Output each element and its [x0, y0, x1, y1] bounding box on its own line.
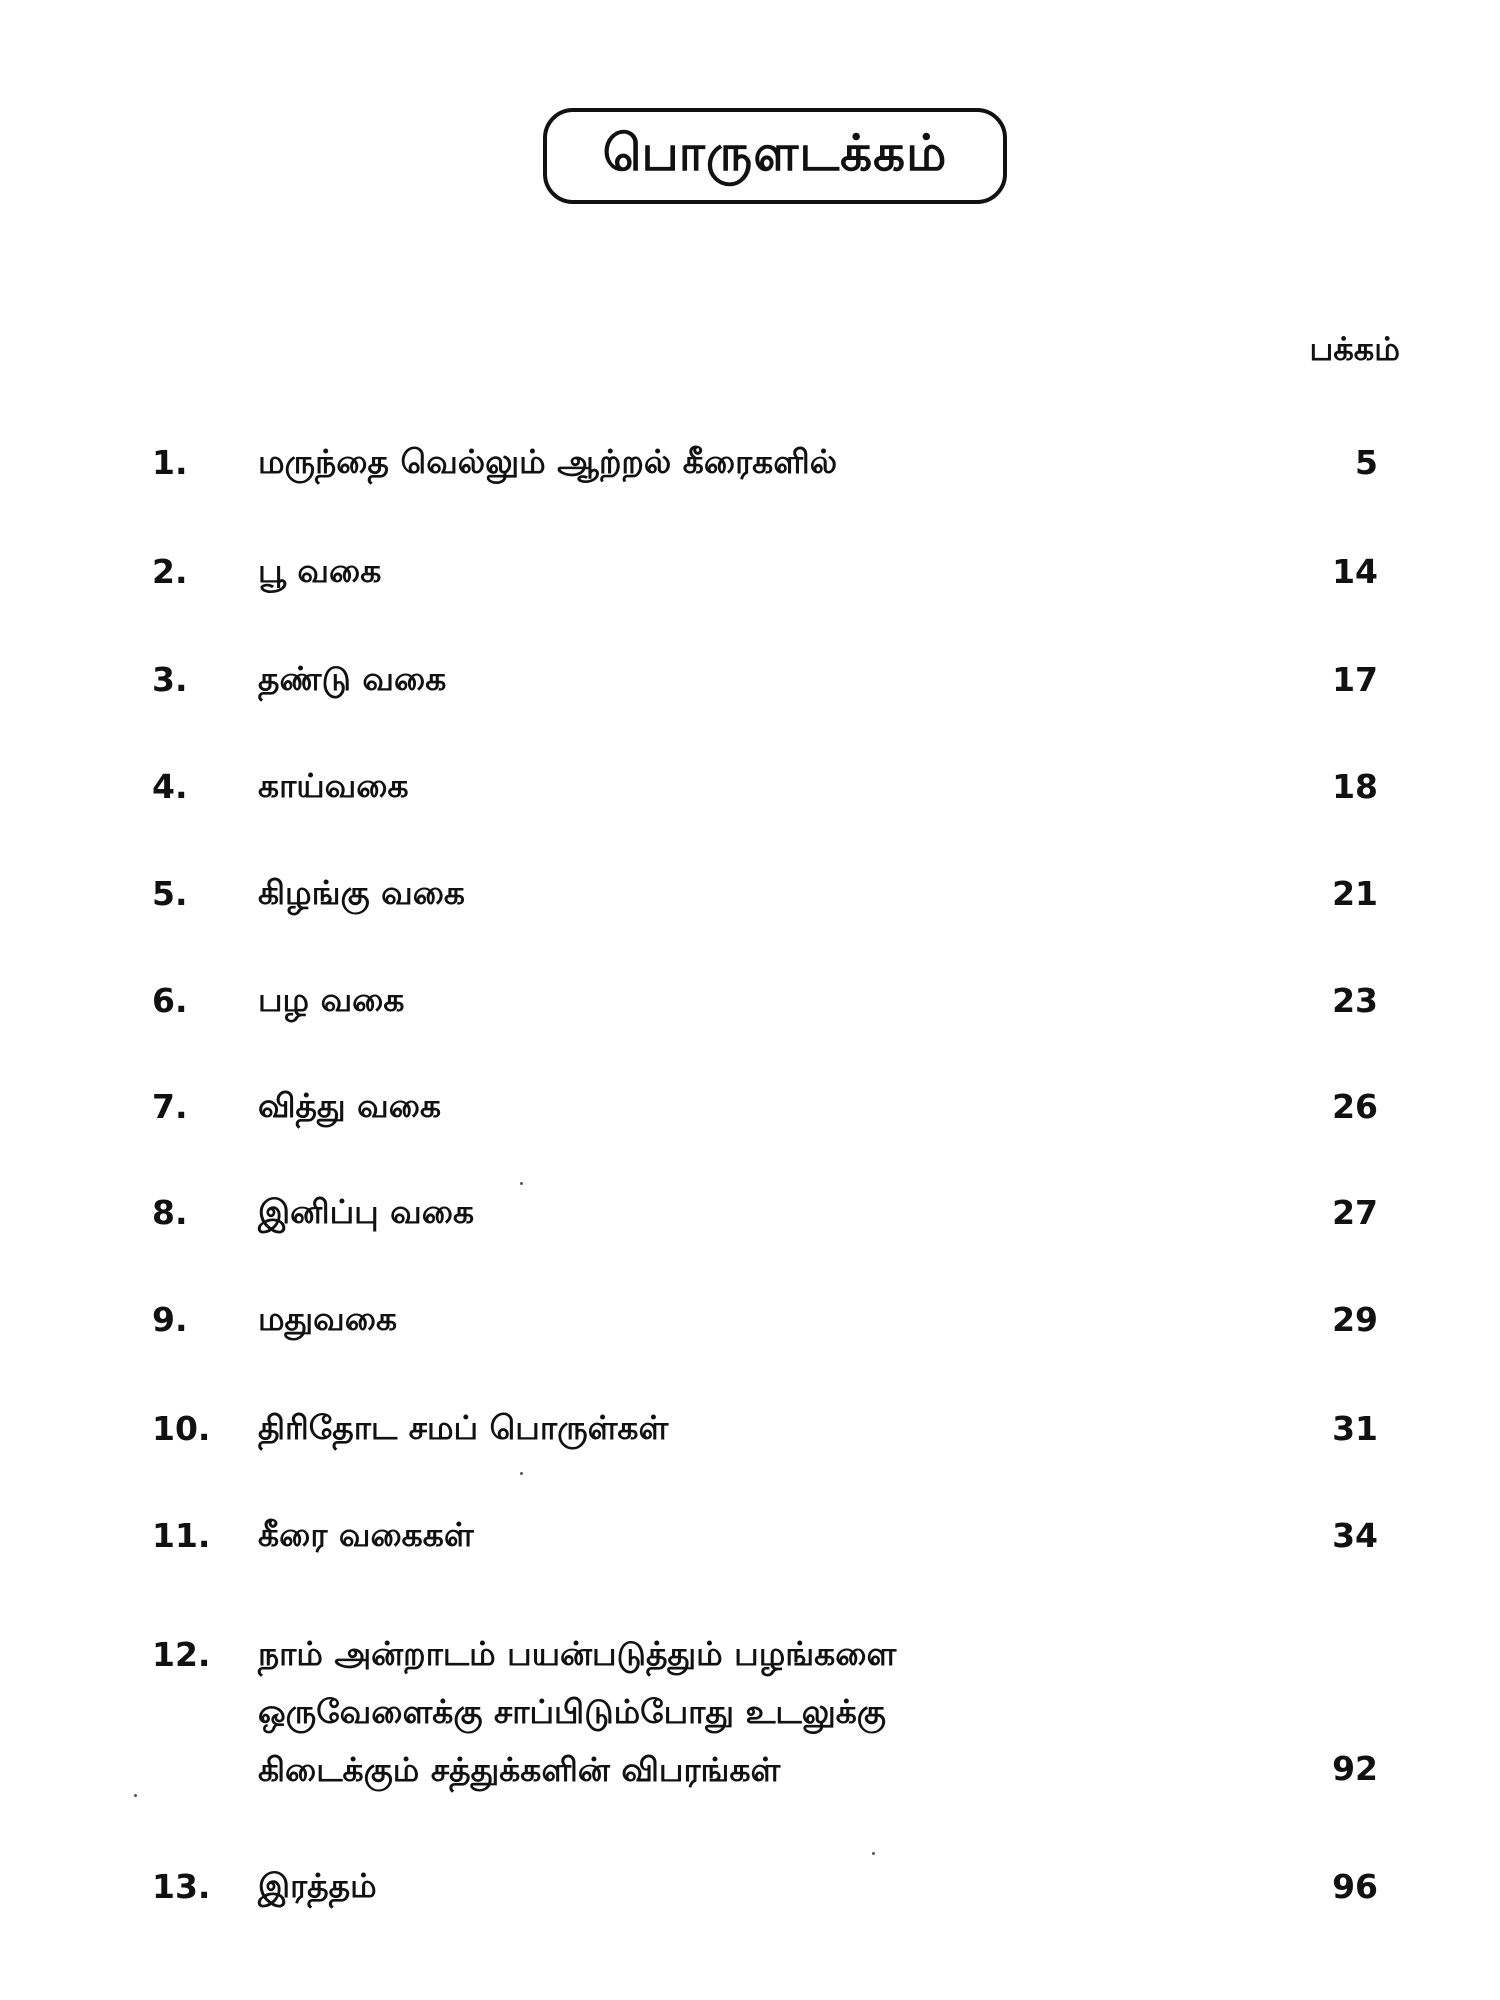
toc-entry-page: 31 — [1332, 1409, 1378, 1448]
toc-entry-page: 18 — [1332, 767, 1378, 806]
toc-entry-page: 14 — [1332, 552, 1378, 591]
toc-entry-title: காய்வகை — [258, 766, 409, 805]
toc-entry-title: இரத்தம் — [258, 1866, 377, 1905]
page-column-label: பக்கம் — [1309, 330, 1400, 368]
toc-entry-page: 27 — [1332, 1193, 1378, 1232]
toc-entry-title: வித்து வகை — [258, 1086, 442, 1125]
toc-entry-title: திரிதோட சமப் பொருள்கள் — [258, 1408, 669, 1447]
toc-entry-title: கீரை வகைகள் — [258, 1515, 474, 1554]
toc-entry-title: தண்டு வகை — [258, 659, 447, 698]
scan-speck — [134, 1794, 137, 1797]
toc-entry-title: நாம் அன்றாடம் பயன்படுத்தும் பழங்களை ஒருவேளைக்கு சாப்பிடும்போது உடலுக்கு கிடைக்கும் சத்துக்களின் விபரங்கள் — [258, 1634, 897, 1789]
page-title: பொருளடக்கம் — [602, 123, 948, 182]
toc-entry-title: பூ வகை — [258, 551, 382, 590]
toc-entry-number: 12. — [152, 1635, 211, 1674]
toc-entry-page: 26 — [1332, 1087, 1378, 1126]
toc-entry-number: 10. — [152, 1409, 211, 1448]
toc-entry-page: 5 — [1355, 443, 1378, 482]
toc-entry-page: 29 — [1332, 1300, 1378, 1339]
toc-entry-number: 5. — [152, 874, 188, 913]
toc-entry-title: மதுவகை — [258, 1299, 398, 1338]
toc-entry-number: 6. — [152, 981, 188, 1020]
toc-entry-number: 7. — [152, 1087, 188, 1126]
toc-entry-number: 2. — [152, 552, 188, 591]
toc-entry-number: 4. — [152, 767, 188, 806]
toc-entry-page: 96 — [1332, 1867, 1378, 1906]
toc-entry-page: 21 — [1332, 874, 1378, 913]
toc-entry-page: 17 — [1332, 660, 1378, 699]
toc-entry-number: 3. — [152, 660, 188, 699]
scan-speck — [520, 1182, 523, 1185]
toc-entry-title: கிழங்கு வகை — [258, 873, 466, 912]
toc-entry-title: பழ வகை — [258, 980, 405, 1019]
toc-entry-number: 11. — [152, 1516, 211, 1555]
scan-speck — [872, 1852, 875, 1855]
toc-entry-number: 8. — [152, 1193, 188, 1232]
toc-entry-page: 23 — [1332, 981, 1378, 1020]
toc-entry-title: மருந்தை வெல்லும் ஆற்றல் கீரைகளில் — [258, 442, 838, 481]
toc-entry-title: இனிப்பு வகை — [258, 1192, 475, 1231]
toc-entry-number: 1. — [152, 443, 188, 482]
toc-entry-number: 13. — [152, 1867, 211, 1906]
toc-entry-page: 92 — [1332, 1749, 1378, 1788]
scan-speck — [520, 1472, 523, 1475]
toc-entry-page: 34 — [1332, 1516, 1378, 1555]
toc-entry-number: 9. — [152, 1300, 188, 1339]
